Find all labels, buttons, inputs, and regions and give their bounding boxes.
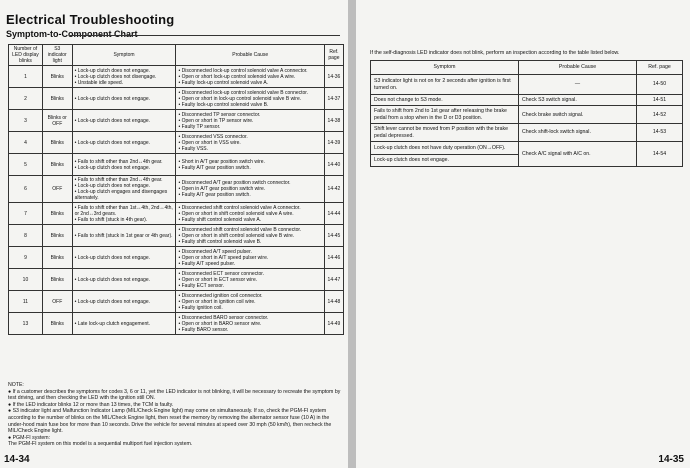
symptom-cell: Does not change to S3 mode. bbox=[371, 95, 519, 106]
ref-page-cell: 14-53 bbox=[637, 124, 683, 142]
symptom-cell: Lock-up clutch does not engage. bbox=[371, 155, 519, 167]
s3-indicator-cell: Blinks bbox=[42, 132, 72, 154]
table-row bbox=[371, 142, 683, 155]
cause-cell bbox=[176, 269, 324, 291]
symptom-item: • Late lock-up clutch engagement. bbox=[74, 320, 151, 327]
page-number: 14-35 bbox=[658, 454, 684, 465]
table-row bbox=[9, 88, 344, 110]
cause-item: • Disconnected ECT sensor connector. bbox=[178, 270, 265, 277]
symptom-cell bbox=[72, 269, 176, 291]
ref-page-cell: 14-45 bbox=[324, 225, 343, 247]
cause-item: • Faulty shift control solenoid valve A. bbox=[178, 216, 262, 223]
cause-item: • Faulty ignition coil. bbox=[178, 304, 223, 311]
symptom-item: • Lock-up clutch does not engage. bbox=[74, 95, 151, 102]
cause-item: • Disconnected lock-up control solenoid valve B connector. bbox=[178, 89, 309, 96]
cause-cell bbox=[176, 88, 324, 110]
table-row bbox=[9, 313, 344, 335]
symptom-item: • Lock-up clutch does not engage. bbox=[74, 67, 151, 74]
ref-page-cell: 14-51 bbox=[637, 95, 683, 106]
s3-indicator-cell: Blinks bbox=[42, 269, 72, 291]
inspection-intro: If the self-diagnosis LED indicator does not blink, perform an inspection according to the table listed below. bbox=[370, 50, 620, 56]
cause-cell bbox=[176, 66, 324, 88]
cause-item: • Open or short in BARO sensor wire. bbox=[178, 320, 262, 327]
symptom-cell bbox=[72, 247, 176, 269]
symptom-cell bbox=[72, 110, 176, 132]
s3-indicator-cell: Blinks bbox=[42, 154, 72, 176]
led-blinks-cell: 2 bbox=[9, 88, 43, 110]
table-row bbox=[371, 106, 683, 124]
led-blinks-cell: 7 bbox=[9, 203, 43, 225]
symptom-cell: Lock-up clutch does not have duty operation (ON→OFF). bbox=[371, 142, 519, 155]
symptom-cell bbox=[72, 66, 176, 88]
ref-page-cell: 14-52 bbox=[637, 106, 683, 124]
s3-indicator-cell: Blinks bbox=[42, 225, 72, 247]
led-blinks-cell: 11 bbox=[9, 291, 43, 313]
table-row bbox=[9, 176, 344, 203]
table-row bbox=[9, 269, 344, 291]
header-led-blinks: Number of LED display blinks bbox=[9, 45, 43, 66]
cause-item: • Open or short in shift control solenoid valve B wire. bbox=[178, 232, 295, 239]
symptom-item: • Lock-up clutch does not engage. bbox=[74, 254, 151, 261]
symptom-cell bbox=[72, 176, 176, 203]
cause-item: • Open in A/T gear position switch wire. bbox=[178, 186, 266, 192]
cause-cell: Check S3 switch signal. bbox=[519, 95, 637, 106]
symptom-item: • Fails to shift (stuck in 1st gear or 4th gear). bbox=[74, 232, 173, 239]
cause-item: • Open or short lock-up control solenoid valve A wire. bbox=[178, 73, 296, 80]
cause-cell: Check brake switch signal. bbox=[519, 106, 637, 124]
symptom-cell bbox=[72, 313, 176, 335]
table-row bbox=[9, 225, 344, 247]
s3-indicator-cell: Blinks bbox=[42, 66, 72, 88]
notes-section bbox=[8, 382, 344, 448]
table-row bbox=[371, 95, 683, 106]
symptom-item: • Lock-up clutch engages and disengages alternately. bbox=[74, 189, 168, 201]
led-blinks-cell: 10 bbox=[9, 269, 43, 291]
cause-item: • Open or short in ECT sensor wire. bbox=[178, 276, 258, 283]
cause-item: • Faulty VSS. bbox=[178, 145, 209, 152]
note-item: The PGM-FI system on this model is a sequential multiport fuel injection system. bbox=[8, 441, 193, 448]
led-blinks-cell: 1 bbox=[9, 66, 43, 88]
ref-page-cell: 14-44 bbox=[324, 203, 343, 225]
symptom-item: • Lock-up clutch does not engage. bbox=[74, 164, 151, 171]
symptom-item: • Fails to shift other than 2nd↔4th gear. bbox=[74, 177, 163, 183]
led-blinks-cell: 8 bbox=[9, 225, 43, 247]
page-title: Electrical Troubleshooting bbox=[6, 12, 175, 27]
led-blinks-cell: 6 bbox=[9, 176, 43, 203]
cause-item: • Open or short in shift control solenoid valve A wire. bbox=[178, 210, 294, 217]
page-gutter bbox=[348, 0, 356, 468]
cause-item: • Faulty shift control solenoid valve B. bbox=[178, 238, 262, 245]
cause-item: • Disconnected A/T gear position switch connector. bbox=[178, 180, 291, 186]
symptom-item: • Fails to shift (stuck in 4th gear). bbox=[74, 216, 148, 223]
cause-item: • Faulty TP sensor. bbox=[178, 123, 221, 130]
symptom-item: • Lock-up clutch does not engage. bbox=[74, 117, 151, 124]
s3-indicator-cell: OFF bbox=[42, 176, 72, 203]
symptom-item: • Lock-up clutch does not engage. bbox=[74, 276, 151, 283]
symptom-cell bbox=[72, 291, 176, 313]
led-blinks-cell: 13 bbox=[9, 313, 43, 335]
cause-cell bbox=[176, 203, 324, 225]
symptom-cell: S3 indicator light is not on for 2 seconds after ignition is first turned on. bbox=[371, 75, 519, 95]
cause-item: • Open or short in A/T speed pulser wire. bbox=[178, 254, 269, 261]
cause-item: • Open or short in ignition coil wire. bbox=[178, 298, 256, 305]
cause-cell bbox=[176, 132, 324, 154]
ref-page-cell: 14-40 bbox=[324, 154, 343, 176]
cause-item: • Disconnected A/T speed pulser. bbox=[178, 248, 252, 255]
symptom-cell bbox=[72, 154, 176, 176]
header-ref-page: Ref. page bbox=[324, 45, 343, 66]
cause-item: • Disconnected shift control solenoid valve A connector. bbox=[178, 204, 301, 211]
note-item: ● S3 indicator light and Malfunction Indicator Lamp (MIL/Check Engine light) may come on simultaneously. If so, check the PGM-FI system according to the number of blinks on the MIL/Check Engine light, then reset the memory by removing the alternator sensor fuse (10 A) in the under-hood main fuse box for more than 10 seconds. Drive the vehicle for several minutes at speed over 30 mph (50 km/h), then recheck the MIL/Check Engine light. bbox=[8, 408, 332, 435]
ref-page-cell: 14-42 bbox=[324, 176, 343, 203]
cause-item: • Disconnected shift control solenoid valve B connector. bbox=[178, 226, 302, 233]
symptom-item: • Unstable idle speed. bbox=[74, 79, 124, 86]
symptom-item: • Lock-up clutch does not engage. bbox=[74, 139, 151, 146]
s3-indicator-cell: Blinks bbox=[42, 247, 72, 269]
ref-page-cell: 14-39 bbox=[324, 132, 343, 154]
ref-page-cell: 14-50 bbox=[637, 75, 683, 95]
table-row bbox=[9, 247, 344, 269]
cause-cell: — bbox=[519, 75, 637, 95]
symptom-cell: Shift lever cannot be moved from P position with the brake pedal depressed. bbox=[371, 124, 519, 142]
s3-indicator-cell: Blinks bbox=[42, 203, 72, 225]
symptom-item: • Fails to shift other than 1st↔4th, 2nd↔4th, or 2nd↔3rd gears. bbox=[74, 204, 173, 217]
ref-page-cell: 14-36 bbox=[324, 66, 343, 88]
cause-cell bbox=[176, 176, 324, 203]
ref-page-cell: 14-47 bbox=[324, 269, 343, 291]
cause-item: • Disconnected ignition coil connector. bbox=[178, 292, 263, 299]
header-symptom: Symptom bbox=[371, 61, 519, 75]
cause-item: • Short in A/T gear position switch wire. bbox=[178, 158, 265, 165]
cause-item: • Faulty A/T gear position switch. bbox=[178, 192, 251, 198]
cause-item: • Open or short in VSS wire. bbox=[178, 139, 241, 146]
cause-item: • Disconnected TP sensor connector. bbox=[178, 111, 261, 118]
table-row bbox=[9, 66, 344, 88]
page-number: 14-34 bbox=[4, 454, 30, 465]
s3-indicator-cell: Blinks bbox=[42, 88, 72, 110]
header-probable-cause: Probable Cause bbox=[519, 61, 637, 75]
inspection-table bbox=[370, 60, 683, 167]
table-row bbox=[9, 132, 344, 154]
cause-item: • Faulty BARO sensor. bbox=[178, 326, 229, 333]
cause-item: • Faulty A/T gear position switch. bbox=[178, 164, 251, 171]
ref-page-cell: 14-46 bbox=[324, 247, 343, 269]
table-row bbox=[9, 110, 344, 132]
symptom-cell bbox=[72, 203, 176, 225]
symptom-cell bbox=[72, 88, 176, 110]
cause-cell: Check shift-lock switch signal. bbox=[519, 124, 637, 142]
s3-indicator-cell: Blinks or OFF bbox=[42, 110, 72, 132]
section-subtitle: Symptom-to-Component Chart bbox=[6, 29, 138, 39]
cause-cell bbox=[176, 313, 324, 335]
table-row bbox=[9, 203, 344, 225]
led-blinks-cell: 5 bbox=[9, 154, 43, 176]
led-blinks-cell: 9 bbox=[9, 247, 43, 269]
symptom-item: • Lock-up clutch does not engage. bbox=[74, 183, 151, 189]
ref-page-cell: 14-49 bbox=[324, 313, 343, 335]
subtitle-rule bbox=[70, 35, 340, 36]
cause-cell bbox=[176, 154, 324, 176]
table-row bbox=[9, 154, 344, 176]
cause-item: • Disconnected BARO sensor connector. bbox=[178, 314, 269, 321]
cause-item: • Faulty A/T speed pulser. bbox=[178, 260, 236, 267]
right-page bbox=[356, 0, 690, 468]
table-row bbox=[371, 75, 683, 95]
cause-item: • Disconnected VSS connector. bbox=[178, 133, 248, 140]
cause-item: • Open or short in TP sensor wire. bbox=[178, 117, 254, 124]
symptom-cell bbox=[72, 225, 176, 247]
ref-page-cell: 14-54 bbox=[637, 142, 683, 167]
note-heading: NOTE: bbox=[8, 382, 24, 388]
cause-cell bbox=[176, 110, 324, 132]
header-ref-page: Ref. page bbox=[637, 61, 683, 75]
s3-indicator-cell: OFF bbox=[42, 291, 72, 313]
symptom-cell bbox=[72, 132, 176, 154]
cause-cell bbox=[176, 225, 324, 247]
header-symptom: Symptom bbox=[72, 45, 176, 66]
header-probable-cause: Probable Cause bbox=[176, 45, 324, 66]
ref-page-cell: 14-38 bbox=[324, 110, 343, 132]
cause-cell bbox=[176, 247, 324, 269]
cause-cell: Check A/C signal with A/C on. bbox=[519, 142, 637, 167]
header-s3-indicator: S3 indicator light bbox=[42, 45, 72, 66]
ref-page-cell: 14-37 bbox=[324, 88, 343, 110]
led-blinks-cell: 4 bbox=[9, 132, 43, 154]
led-blinks-cell: 3 bbox=[9, 110, 43, 132]
table-row bbox=[9, 291, 344, 313]
symptom-item: • Lock-up clutch does not disengage. bbox=[74, 73, 157, 80]
cause-cell bbox=[176, 291, 324, 313]
cause-item: • Faulty ECT sensor. bbox=[178, 282, 225, 289]
cause-item: • Faulty lock-up control solenoid valve B. bbox=[178, 101, 269, 108]
cause-item: • Faulty lock-up control solenoid valve A. bbox=[178, 79, 269, 86]
symptom-cell: Fails to shift from 2nd to 1st gear after releasing the brake pedal from a stop when in the D or D3 position. bbox=[371, 106, 519, 124]
symptom-item: • Lock-up clutch does not engage. bbox=[74, 298, 151, 305]
ref-page-cell: 14-48 bbox=[324, 291, 343, 313]
symptom-component-table bbox=[8, 44, 344, 335]
note-item: ● PGM-FI system: bbox=[8, 434, 51, 441]
cause-item: • Open or short in lock-up control solenoid valve B wire. bbox=[178, 95, 302, 102]
cause-item: • Disconnected lock-up control solenoid valve A connector. bbox=[178, 67, 308, 74]
symptom-item: • Fails to shift other than 2nd↔4th gear. bbox=[74, 158, 163, 165]
note-item: ● If a customer describes the symptoms for codes 3, 6 or 11, yet the LED indicator is not blinking, it will be necessary to recreate the symptom by test driving, and then checking the LED with the ignition still ON. bbox=[8, 388, 341, 402]
note-item: ● If the LED indicator blinks 12 or more than 13 times, the TCM is faulty. bbox=[8, 401, 174, 408]
s3-indicator-cell: Blinks bbox=[42, 313, 72, 335]
table-row bbox=[371, 124, 683, 142]
